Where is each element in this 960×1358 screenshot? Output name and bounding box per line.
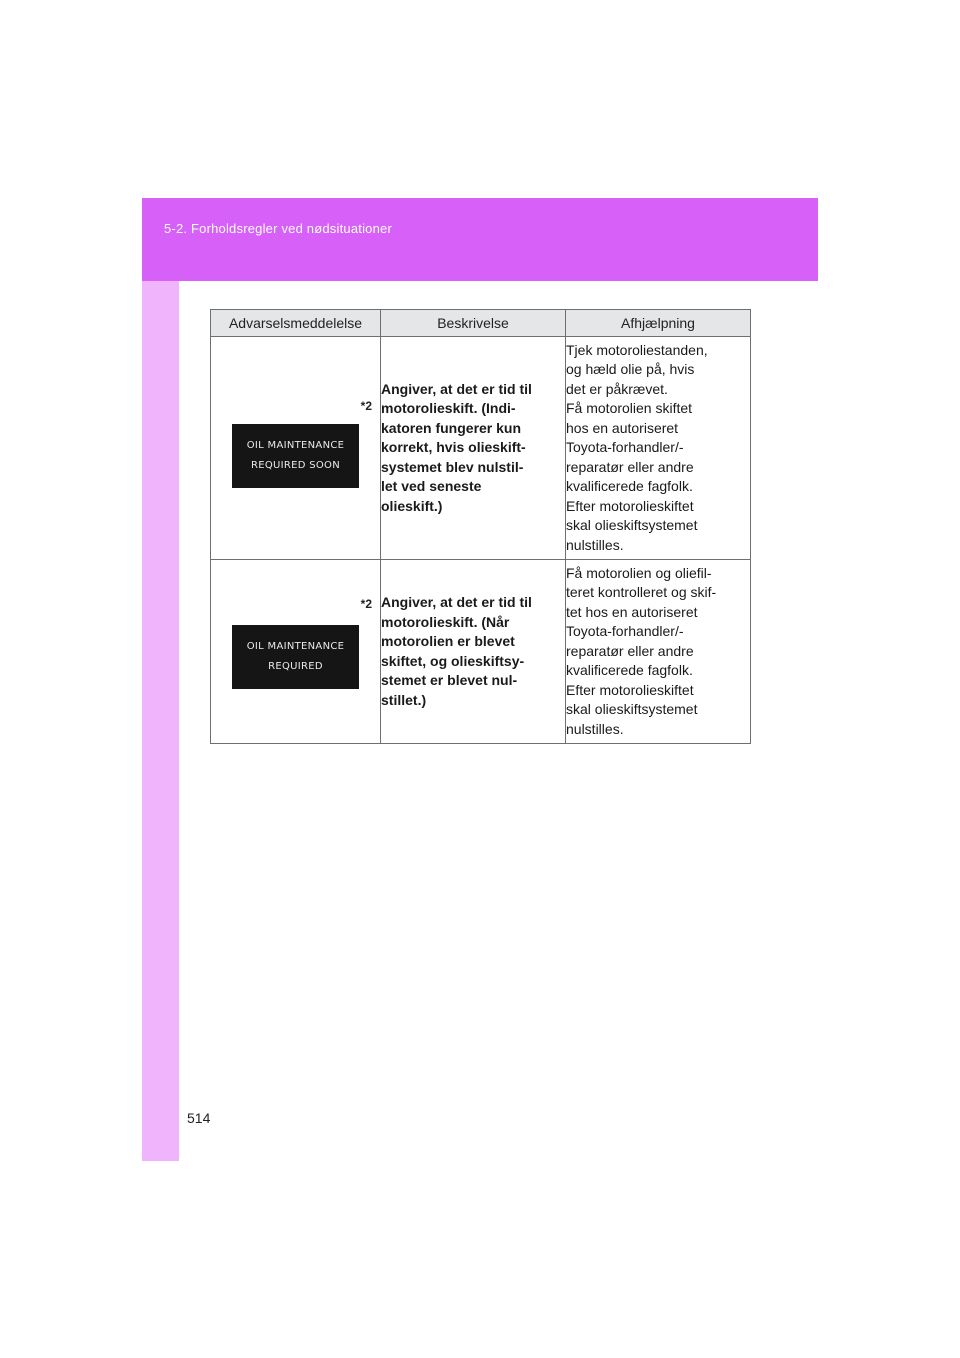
table-row: [211, 337, 751, 560]
remedy-cell: [566, 337, 751, 560]
description-line: stillet.): [381, 691, 427, 708]
remedy-line: og hæld olie på, hvis: [566, 361, 695, 378]
remedy-line: Efter motorolieskiftet: [566, 497, 694, 514]
description-line: olieskift.): [381, 497, 443, 514]
description-line: systemet blev nulstil-: [381, 458, 524, 475]
remedy-line: nulstilles.: [566, 536, 624, 553]
remedy-line: Efter motorolieskiftet: [566, 681, 694, 698]
remedy-line: kvalificerede fagfolk.: [566, 478, 693, 495]
footnote-marker: *2: [360, 399, 372, 413]
display-text-line: REQUIRED SOON: [250, 460, 341, 471]
remedy-cell: [566, 560, 751, 744]
remedy-line: hos en autoriseret: [566, 419, 679, 436]
description-line: motorolien er blevet: [381, 633, 515, 649]
remedy-line: nulstilles.: [566, 720, 624, 737]
column-header-remedy: Afhjælpning: [566, 310, 751, 337]
description-line: katoren fungerer kun: [381, 419, 522, 436]
remedy-line: Få motorolien og oliefil-: [566, 564, 712, 581]
description-line: stemet er blevet nul-: [381, 672, 518, 688]
remedy-line: reparatør eller andre: [566, 642, 694, 659]
remedy-line: Toyota-forhandler/-: [566, 439, 684, 456]
table-header-row: [211, 310, 751, 337]
remedy-line: det er påkrævet.: [566, 380, 668, 397]
remedy-line: skal olieskiftsystemet: [566, 701, 698, 718]
remedy-line: reparatør eller andre: [566, 458, 694, 475]
remedy-line: Få motorolien skiftet: [566, 400, 693, 417]
remedy-line: Toyota-forhandler/-: [566, 623, 684, 640]
description-line: Angiver, at det er tid til: [381, 380, 532, 397]
display-text-line: REQUIRED: [268, 661, 323, 672]
description-line: let ved seneste: [381, 478, 482, 495]
remedy-line: Tjek motoroliestanden,: [566, 341, 708, 358]
chapter-side-strip: [142, 281, 179, 1161]
page-number: 514: [187, 1110, 211, 1126]
section-header-band: [142, 198, 818, 281]
remedy-line: teret kontrolleret og skif-: [566, 584, 717, 601]
remedy-line: kvalificerede fagfolk.: [566, 662, 693, 679]
display-text-line: OIL MAINTENANCE: [246, 440, 345, 451]
description-line: korrekt, hvis olieskift-: [381, 439, 526, 456]
display-text-line: OIL MAINTENANCE: [246, 641, 345, 652]
description-line: Angiver, at det er tid til: [381, 594, 532, 610]
remedy-line: skal olieskiftsystemet: [566, 517, 698, 534]
footnote-marker: *2: [360, 597, 372, 611]
warning-message-cell: [211, 560, 381, 744]
description-cell: [381, 560, 566, 744]
warning-message-cell: [211, 337, 381, 560]
description-line: skiftet, og olieskiftsy-: [381, 652, 525, 669]
multi-info-display: [232, 625, 359, 689]
description-line: motorolieskift. (Når: [381, 613, 510, 630]
multi-info-display: [232, 424, 359, 488]
description-cell: [381, 337, 566, 560]
column-header-description: Beskrivelse: [381, 310, 566, 337]
column-header-warning: Advarselsmeddelelse: [211, 310, 381, 337]
section-title: 5-2. Forholdsregler ved nødsituationer: [164, 221, 392, 236]
remedy-line: tet hos en autoriseret: [566, 603, 698, 620]
description-line: motorolieskift. (Indi-: [381, 400, 516, 417]
table-row: [211, 560, 751, 744]
warning-message-table: [210, 309, 751, 744]
